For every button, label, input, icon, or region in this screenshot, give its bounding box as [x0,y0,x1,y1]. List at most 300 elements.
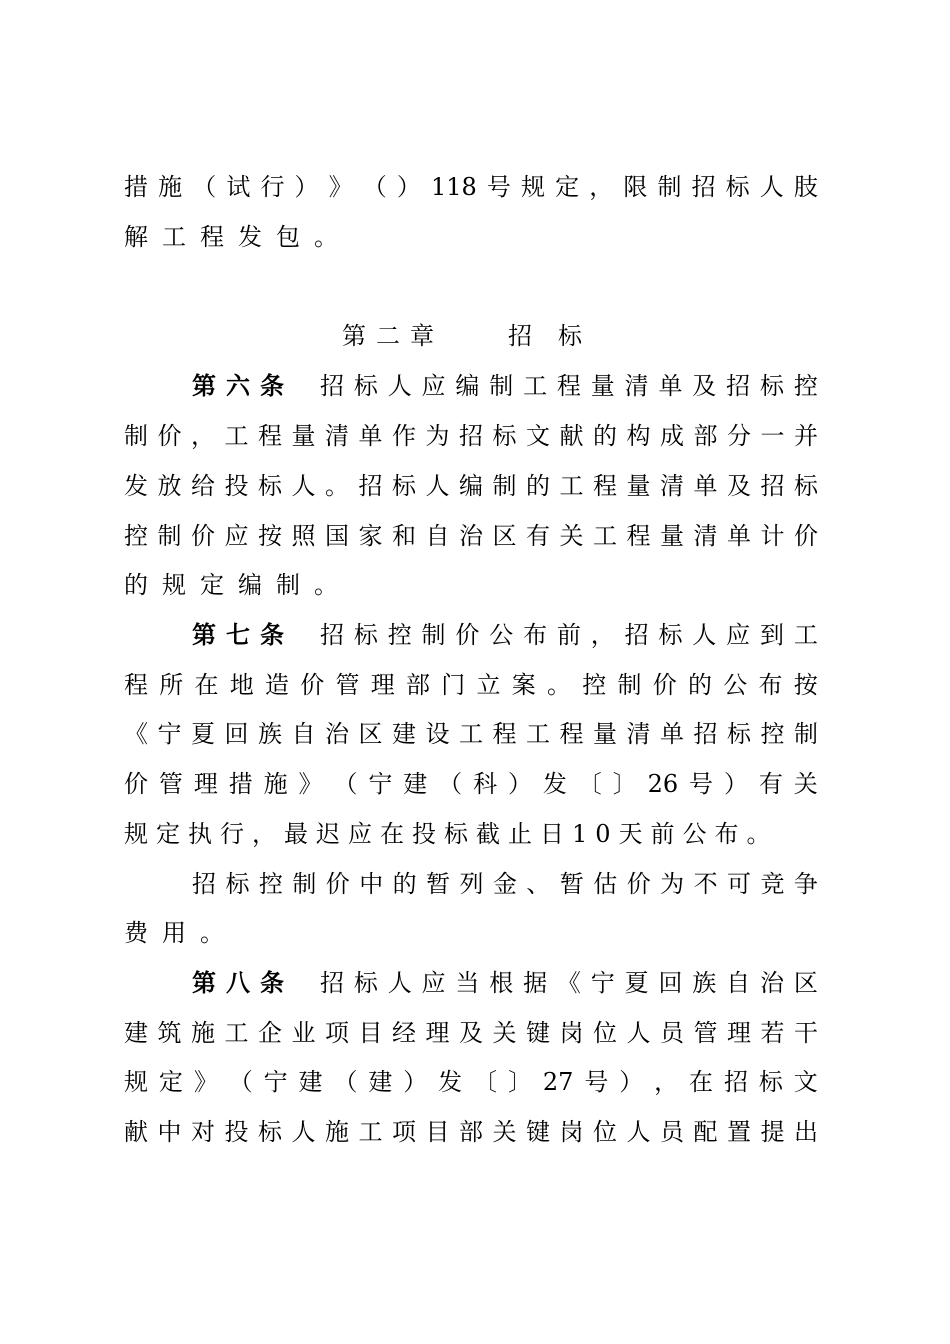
text-line [124,667,818,703]
glyph: 控 [124,522,148,550]
article-line [192,368,818,404]
line-text: 的规定编制。 [124,571,352,599]
glyph: 》 [298,770,323,798]
glyph: 施 [263,770,288,798]
glyph: 区 [793,969,818,997]
glyph: （ [438,770,463,798]
glyph: 标 [353,372,378,400]
glyph: 单 [358,422,383,450]
glyph: （ [333,770,358,798]
glyph: 人 [626,1118,651,1146]
text-line [124,518,818,554]
glyph: ， [191,422,215,450]
glyph: 编 [455,372,480,400]
glyph: 员 [660,1019,684,1047]
glyph: 程 [124,671,148,699]
glyph: 单 [658,372,683,400]
glyph: 招 [459,422,483,450]
glyph: 关 [559,522,584,550]
glyph: 估 [593,870,618,898]
glyph: 到 [759,621,784,649]
glyph: 公 [723,671,748,699]
glyph: 建 [368,1068,393,1096]
glyph: 构 [626,422,651,450]
glyph: 价 [626,870,651,898]
glyph: 不 [693,870,718,898]
glyph: 的 [688,671,712,699]
glyph: 理 [425,1019,450,1047]
glyph: 公 [489,621,514,649]
glyph: 应 [726,621,751,649]
glyph: 招 [760,472,785,500]
glyph: 科 [473,770,498,798]
glyph: 号 [689,770,714,798]
glyph: 管 [693,1019,718,1047]
glyph: 干 [794,1019,818,1047]
glyph: 价 [157,422,182,450]
glyph: 分 [727,422,751,450]
glyph: 在 [194,671,219,699]
glyph: 价 [300,671,325,699]
glyph: 部 [459,1118,483,1146]
glyph: 单 [727,522,751,550]
glyph: 设 [425,720,450,748]
glyph: 键 [526,1118,550,1146]
glyph: 一 [760,422,785,450]
glyph: 回 [658,969,683,997]
glyph: 制 [124,422,148,450]
glyph: 应 [421,969,446,997]
glyph: 程 [593,472,617,500]
glyph: 人 [291,1118,316,1146]
glyph: 及 [459,1019,483,1047]
glyph: 制 [489,372,514,400]
glyph: 文 [793,1068,818,1096]
glyph: 行 [260,173,285,201]
text-line [124,567,818,603]
glyph: 试 [226,173,251,201]
glyph: 》 [193,1068,218,1096]
text-line [124,816,818,852]
glyph: 施 [158,173,183,201]
glyph: 招 [726,372,751,400]
glyph: 按 [258,522,282,550]
line-text: 解工程发包。 [124,223,352,251]
glyph: 、 [526,870,551,898]
article-line [192,965,818,1001]
glyph: 人 [692,621,717,649]
glyph: 号 [584,1068,609,1096]
glyph: ） [619,1068,644,1096]
line-text [320,368,818,404]
glyph: 对 [191,1118,215,1146]
text-line [124,716,818,752]
glyph: 控 [387,621,412,649]
glyph: 目 [358,1019,383,1047]
glyph: 并 [794,422,818,450]
text-line [124,1114,818,1150]
glyph: 标 [658,621,683,649]
glyph: 献 [559,422,584,450]
glyph: 造 [265,671,289,699]
glyph: 26 [647,770,679,798]
glyph: 制 [292,870,317,898]
glyph: 项 [325,1019,349,1047]
glyph: 程 [492,720,517,748]
glyph: 理 [193,770,218,798]
glyph: 关 [492,1118,517,1146]
glyph: 制 [492,472,517,500]
glyph: 〕 [507,1068,532,1096]
line-text [320,617,818,653]
glyph: 应 [421,372,446,400]
glyph: 治 [759,969,784,997]
glyph: 招 [624,621,649,649]
glyph: 规 [521,173,546,201]
glyph: 标 [225,870,250,898]
glyph: 有 [758,770,783,798]
glyph: 招 [358,472,383,500]
glyph: 岗 [559,1019,584,1047]
glyph: 应 [224,522,249,550]
glyph: 控 [760,720,785,748]
glyph: 工 [793,621,818,649]
article-number: 第八条 [192,969,294,997]
glyph: 前 [556,621,581,649]
glyph: 若 [760,1019,785,1047]
glyph: ） [507,770,532,798]
text-line [124,468,818,504]
glyph: 夏 [191,720,215,748]
glyph: 标 [353,621,378,649]
glyph: 管 [158,770,183,798]
glyph: 为 [425,422,450,450]
glyph: 族 [692,969,717,997]
glyph: 清 [693,522,718,550]
glyph: 标 [759,372,784,400]
glyph: 招 [320,621,344,649]
glyph: 人 [759,173,784,201]
glyph: 配 [693,1118,718,1146]
glyph: 标 [794,472,818,500]
glyph: 照 [291,522,316,550]
glyph: 招 [192,870,216,898]
glyph: 程 [556,372,581,400]
glyph: 标 [758,1068,783,1096]
glyph: 建 [392,720,416,748]
glyph: 措 [124,173,148,201]
glyph: 价 [124,770,148,798]
glyph: 〕 [612,770,637,798]
glyph: 制 [157,522,182,550]
glyph: 立 [476,671,501,699]
glyph: 自 [425,522,450,550]
glyph: 筑 [157,1019,182,1047]
glyph: 及 [727,472,751,500]
chapter-title: 招标 [508,322,608,350]
text-line [124,915,818,951]
glyph: 根 [489,969,514,997]
glyph: 键 [526,1019,550,1047]
glyph: 地 [229,671,254,699]
glyph: 列 [459,870,484,898]
glyph: 工 [358,1118,383,1146]
text-line [124,418,818,454]
glyph: 的 [526,472,550,500]
glyph: 置 [727,1118,751,1146]
glyph: 程 [258,422,282,450]
text-line [124,766,818,802]
glyph: （ [192,173,217,201]
glyph: 程 [559,720,584,748]
glyph: 规 [124,1068,148,1096]
text-line [124,1064,818,1100]
glyph: 招 [320,969,344,997]
glyph: 案 [511,671,536,699]
glyph: 经 [392,1019,416,1047]
glyph: 肢 [793,173,818,201]
glyph: 程 [626,522,651,550]
glyph: 工 [459,720,483,748]
glyph: ） [396,173,421,201]
article-number: 第六条 [192,372,294,400]
glyph: 可 [727,870,751,898]
glyph: 竞 [760,870,785,898]
glyph: 暂 [559,870,584,898]
glyph: 制 [617,671,642,699]
glyph: 标 [258,472,282,500]
glyph: 族 [258,720,282,748]
glyph: 工 [593,522,617,550]
glyph: 区 [358,720,383,748]
glyph: 人 [387,969,412,997]
glyph: 施 [325,1118,349,1146]
glyph: 建 [403,770,428,798]
glyph: 清 [325,422,349,450]
line-text: 规定执行，最迟应在投标截止日10天前公布。 [124,820,779,848]
glyph: 建 [298,1068,323,1096]
glyph: 制 [421,621,446,649]
glyph: 标 [727,720,751,748]
glyph: 金 [492,870,517,898]
glyph: 中 [157,1118,182,1146]
glyph: 的 [593,422,617,450]
glyph: 自 [726,969,751,997]
glyph: 建 [124,1019,148,1047]
glyph: 量 [590,372,615,400]
glyph: 标 [392,472,416,500]
glyph: 关 [492,1019,517,1047]
glyph: 单 [660,720,684,748]
glyph: 。 [547,671,571,699]
glyph: 文 [526,422,550,450]
glyph: 量 [291,422,316,450]
glyph: 招 [693,720,718,748]
glyph: 价 [191,522,215,550]
glyph: ， [589,173,614,201]
glyph: 治 [459,522,483,550]
glyph: 工 [559,472,584,500]
article-line [192,617,818,653]
glyph: 据 [523,969,548,997]
glyph: 〔 [577,770,602,798]
glyph: 118 [430,173,477,201]
glyph: 招 [320,372,344,400]
glyph: 有 [526,522,550,550]
glyph: 和 [392,522,416,550]
chapter-heading [0,318,950,354]
glyph: 人 [291,472,316,500]
glyph: 理 [727,1019,751,1047]
glyph: （ [333,1068,358,1096]
glyph: 的 [392,870,417,898]
text-line [192,866,818,902]
glyph: 清 [626,720,651,748]
glyph: 门 [441,671,466,699]
glyph: 宁 [590,969,615,997]
glyph: 及 [692,372,717,400]
glyph: 按 [793,671,818,699]
glyph: 价 [455,621,480,649]
glyph: 标 [258,1118,282,1146]
glyph: 限 [623,173,648,201]
glyph: 作 [392,422,416,450]
glyph: 目 [425,1118,450,1146]
glyph: 部 [693,422,718,450]
glyph: ） [294,173,319,201]
line-text [320,965,818,1001]
glyph: 施 [191,1019,215,1047]
glyph: 计 [760,522,785,550]
glyph: 《 [556,969,581,997]
glyph: 献 [124,1118,148,1146]
glyph: 招 [723,1068,748,1096]
article-number: 第七条 [192,621,294,649]
glyph: 定 [158,1068,183,1096]
glyph: 在 [689,1068,714,1096]
glyph: 措 [228,770,253,798]
glyph: 。 [325,472,349,500]
glyph: 位 [593,1019,617,1047]
chapter-number: 第二章 [342,322,444,350]
glyph: 定 [555,173,580,201]
glyph: 管 [335,671,360,699]
glyph: 区 [492,522,517,550]
glyph: 控 [582,671,607,699]
glyph: 标 [492,422,517,450]
glyph: 工 [224,1019,249,1047]
text-line [124,1015,818,1051]
glyph: （ [228,1068,253,1096]
glyph: 量 [660,522,684,550]
glyph: 清 [660,472,684,500]
glyph: 企 [258,1019,282,1047]
glyph: 关 [793,770,818,798]
glyph: 夏 [624,969,649,997]
glyph: 布 [523,621,548,649]
glyph: 单 [693,472,718,500]
glyph: 发 [542,770,567,798]
glyph: 部 [406,671,430,699]
line-text: 费用。 [124,919,238,947]
glyph: 发 [438,1068,463,1096]
glyph: 价 [794,522,818,550]
glyph: 自 [291,720,316,748]
glyph: 号 [486,173,511,201]
glyph: 治 [325,720,349,748]
glyph: 标 [353,969,378,997]
glyph: 量 [626,472,651,500]
glyph: 员 [660,1118,684,1146]
glyph: 争 [793,870,818,898]
glyph: 布 [758,671,783,699]
glyph: 家 [358,522,383,550]
glyph: 招 [691,173,716,201]
glyph: 工 [523,372,548,400]
glyph: 人 [387,372,412,400]
glyph: 《 [124,720,148,748]
glyph: 制 [794,720,818,748]
glyph: 编 [459,472,483,500]
glyph: 岗 [559,1118,584,1146]
glyph: ， [590,621,615,649]
glyph: 所 [159,671,184,699]
glyph: 投 [224,472,249,500]
glyph: 发 [124,472,148,500]
glyph: 控 [793,372,818,400]
glyph: 成 [660,422,684,450]
glyph: 中 [359,870,384,898]
glyph: 当 [455,969,480,997]
glyph: 国 [325,522,349,550]
glyph: 宁 [263,1068,288,1096]
glyph: 给 [191,472,215,500]
glyph: 标 [725,173,750,201]
glyph: 宁 [368,770,393,798]
glyph: 价 [325,870,350,898]
glyph: 理 [370,671,395,699]
glyph: 人 [425,472,450,500]
glyph: 工 [224,422,249,450]
glyph: 出 [794,1118,818,1146]
glyph: 项 [392,1118,416,1146]
glyph: 制 [657,173,682,201]
glyph: 工 [526,720,550,748]
glyph: 业 [291,1019,316,1047]
glyph: ， [654,1068,679,1096]
glyph: 为 [660,870,685,898]
glyph: 位 [593,1118,617,1146]
text-line [124,169,818,205]
glyph: 宁 [157,720,182,748]
glyph: ） [723,770,748,798]
glyph: ） [403,1068,428,1096]
glyph: 投 [224,1118,249,1146]
glyph: 量 [593,720,617,748]
glyph: 回 [224,720,249,748]
glyph: 放 [157,472,182,500]
glyph: 价 [652,671,677,699]
glyph: 27 [542,1068,574,1096]
glyph: 》 [328,173,353,201]
glyph: 控 [258,870,283,898]
glyph: 暂 [426,870,451,898]
glyph: 人 [626,1019,651,1047]
glyph: 清 [624,372,649,400]
glyph: （ [362,173,387,201]
text-line [124,219,818,255]
glyph: 〔 [473,1068,498,1096]
